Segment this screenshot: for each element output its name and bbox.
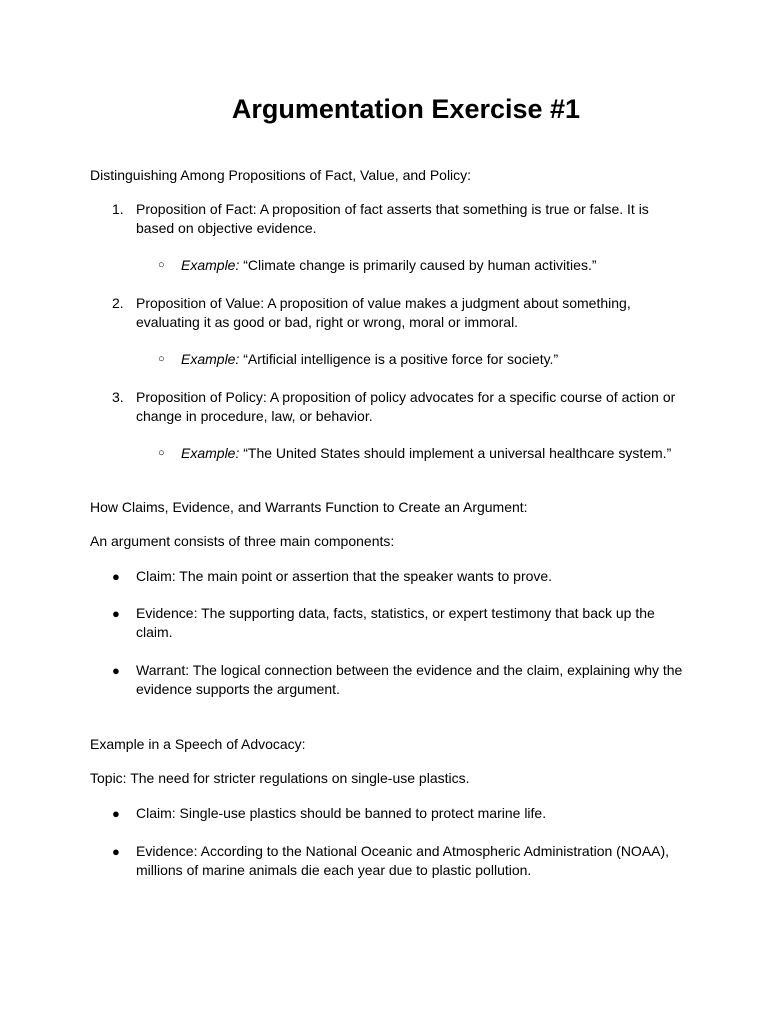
example-text: “Artificial intelligence is a positive force for society.”	[239, 351, 559, 367]
component-evidence-line2: claim.	[136, 624, 173, 640]
sub-bullet-icon: ○	[158, 353, 165, 365]
example-text: “Climate change is primarily caused by human activities.”	[239, 257, 597, 273]
example-label: Example:	[181, 351, 240, 367]
advocacy-claim: Claim: Single-use plastics should be banned to protect marine life.	[136, 805, 547, 821]
sub-bullet-icon: ○	[158, 447, 165, 459]
section-heading-propositions: Distinguishing Among Propositions of Fact, Value, and Policy:	[90, 167, 472, 183]
bullet-icon: ●	[112, 844, 120, 859]
bullet-icon: ●	[112, 569, 120, 584]
example-label: Example:	[181, 445, 240, 461]
component-warrant-line2: evidence supports the argument.	[136, 681, 340, 697]
component-evidence-line1: Evidence: The supporting data, facts, statistics, or expert testimony that back up the	[136, 605, 655, 621]
bullet-icon: ●	[112, 806, 120, 821]
example-text: “The United States should implement a universal healthcare system.”	[239, 445, 672, 461]
page-title: Argumentation Exercise #1	[231, 94, 581, 124]
section-heading-advocacy: Example in a Speech of Advocacy:	[90, 736, 306, 752]
proposition-fact-line1: Proposition of Fact: A proposition of fact asserts that something is true or false. It is	[136, 201, 649, 217]
proposition-value-example	[181, 350, 558, 369]
proposition-policy-line2: change in procedure, law, or behavior.	[136, 408, 373, 424]
component-claim: Claim: The main point or assertion that the speaker wants to prove.	[136, 568, 553, 584]
bullet-icon: ●	[112, 606, 120, 621]
advocacy-evidence-line2: millions of marine animals die each year due to plastic pollution.	[136, 862, 532, 878]
proposition-value-line1: Proposition of Value: A proposition of value makes a judgment about something,	[136, 295, 631, 311]
advocacy-topic: Topic: The need for stricter regulations on single-use plastics.	[90, 770, 470, 786]
proposition-fact-line2: based on objective evidence.	[136, 220, 317, 236]
proposition-value-line2: evaluating it as good or bad, right or wrong, moral or immoral.	[136, 314, 519, 330]
sub-bullet-icon: ○	[158, 259, 165, 271]
proposition-fact-example	[181, 256, 597, 275]
list-number: 1.	[112, 201, 124, 217]
example-label: Example:	[181, 257, 240, 273]
bullet-icon: ●	[112, 663, 120, 678]
proposition-policy-example	[181, 444, 671, 463]
list-number: 3.	[112, 389, 124, 405]
component-warrant-line1: Warrant: The logical connection between the evidence and the claim, explaining why the	[136, 662, 683, 678]
argument-intro: An argument consists of three main components:	[90, 533, 395, 549]
list-number: 2.	[112, 295, 124, 311]
proposition-policy-line1: Proposition of Policy: A proposition of policy advocates for a specific course of action or	[136, 389, 676, 405]
section-heading-argument: How Claims, Evidence, and Warrants Function to Create an Argument:	[90, 499, 528, 515]
advocacy-evidence-line1: Evidence: According to the National Oceanic and Atmospheric Administration (NOAA),	[136, 843, 670, 859]
